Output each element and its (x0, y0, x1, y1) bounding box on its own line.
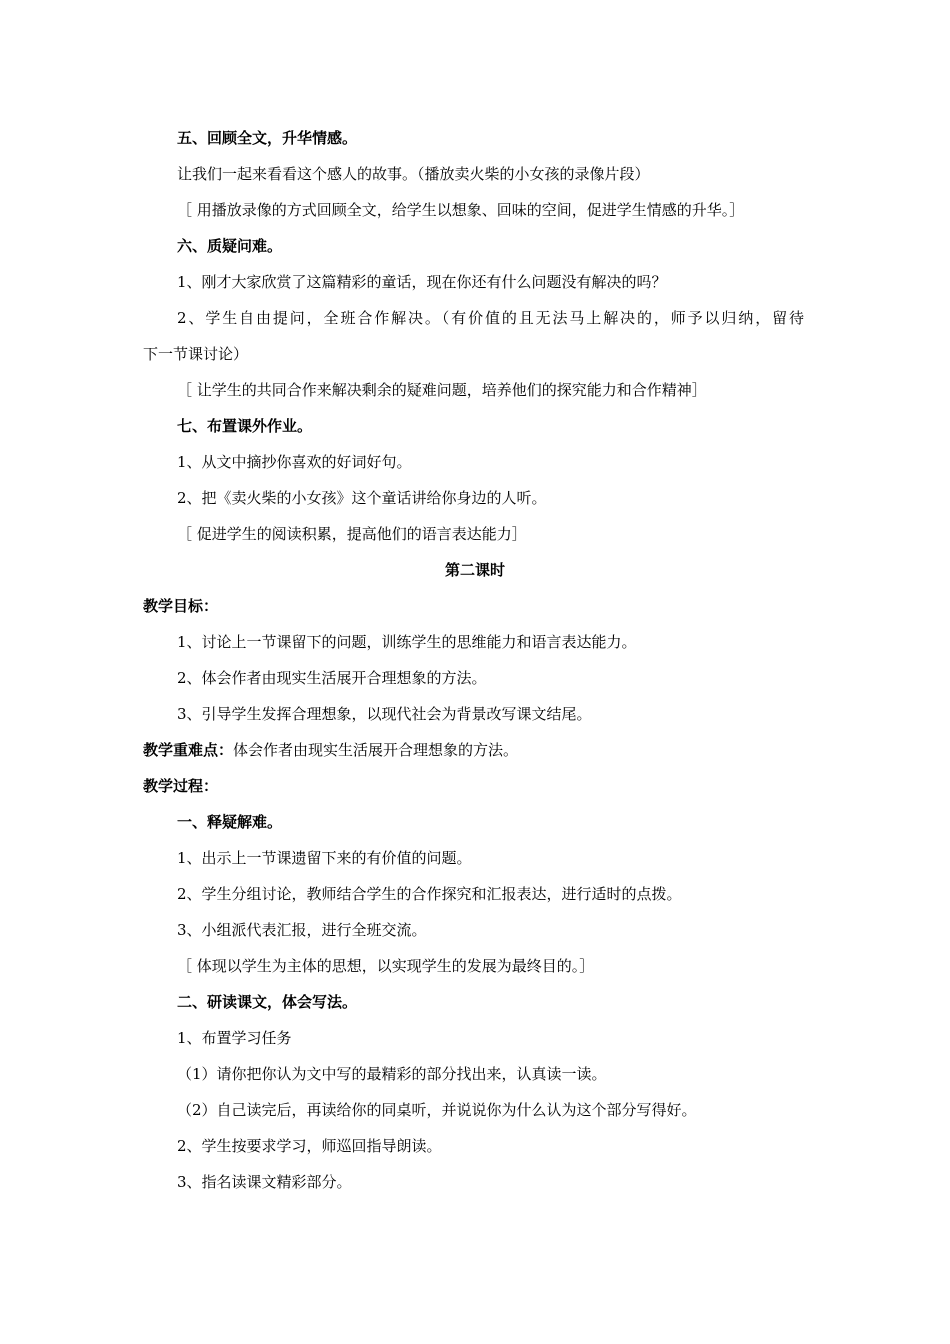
lesson-title: 第二课时 (444, 561, 505, 579)
list-item: 1、从文中摘抄你喜欢的好词好句。 (177, 453, 412, 471)
key-points-line (143, 740, 518, 760)
list-item: 2、把《卖火柴的小女孩》这个童话讲给你身边的人听。 (177, 489, 547, 507)
section-heading-5: 五、回顾全文，升华情感。 (177, 129, 358, 147)
design-note: ［ 用播放录像的方式回顾全文，给学生以想象、回味的空间，促进学生情感的升华。］ (177, 201, 745, 219)
list-item: 2、体会作者由现实生活展开合理想象的方法。 (177, 669, 487, 687)
paragraph: 让我们一起来看看这个感人的故事。（播放卖火柴的小女孩的录像片段） (177, 165, 650, 183)
list-item: 3、引导学生发挥合理想象，以现代社会为背景改写课文结尾。 (177, 705, 592, 723)
list-item: 3、小组派代表汇报，进行全班交流。 (177, 921, 427, 939)
section-heading-1: 一、释疑解难。 (177, 813, 283, 831)
key-points-text: 体会作者由现实生活展开合理想象的方法。 (233, 741, 519, 759)
list-item: 2、学生分组讨论，教师结合学生的合作探究和汇报表达，进行适时的点拨。 (177, 885, 682, 903)
label-key-points: 教学重难点： (143, 741, 234, 759)
list-item: 1、出示上一节课遗留下来的有价值的问题。 (177, 849, 472, 867)
list-item: 1、讨论上一节课留下的问题，训练学生的思维能力和语言表达能力。 (177, 633, 637, 651)
list-item-continuation: 下一节课讨论） (143, 345, 249, 363)
design-note: ［ 体现以学生为主体的思想，以实现学生的发展为最终目的。］ (177, 957, 595, 975)
label-teaching-process: 教学过程： (143, 777, 219, 795)
sub-list-item: （2）自己读完后，再读给你的同桌听，并说说你为什么认为这个部分写得好。 (177, 1101, 697, 1119)
list-item: 2、学生按要求学习，师巡回指导朗读。 (177, 1137, 442, 1155)
design-note: ［ 让学生的共同合作来解决剩余的疑难问题，培养他们的探究能力和合作精神］ (177, 381, 707, 399)
list-item: 1、刚才大家欣赏了这篇精彩的童话，现在你还有什么问题没有解决的吗？ (177, 273, 667, 291)
list-item: 1、布置学习任务 (177, 1029, 292, 1047)
sub-list-item: （1）请你把你认为文中写的最精彩的部分找出来，认真读一读。 (177, 1065, 607, 1083)
section-heading-6: 六、质疑问难。 (177, 237, 283, 255)
section-heading-7: 七、布置课外作业。 (177, 417, 313, 435)
list-item: 2、学生自由提问，全班合作解决。（有价值的且无法马上解决的，师予以归纳，留待 (177, 309, 804, 327)
section-heading-2: 二、研读课文，体会写法。 (177, 993, 358, 1011)
label-teaching-goals: 教学目标： (143, 597, 219, 615)
list-item: 3、指名读课文精彩部分。 (177, 1173, 352, 1191)
design-note: ［ 促进学生的阅读积累，提高他们的语言表达能力］ (177, 525, 527, 543)
